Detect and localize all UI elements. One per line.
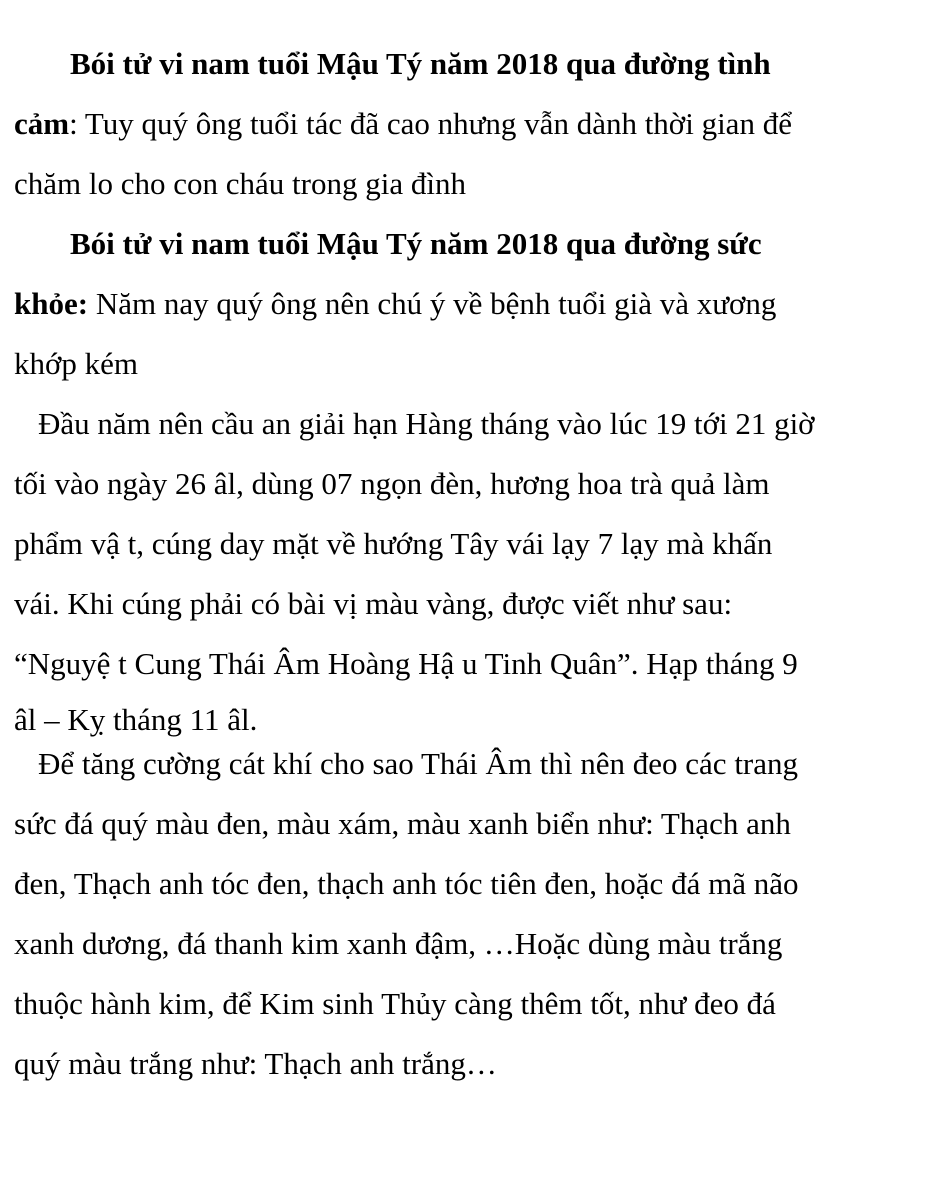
paragraph-gems-line-2 — [14, 804, 791, 844]
paragraph-gems-line-5 — [14, 984, 776, 1024]
paragraph-ritual-text-2: tối vào ngày 26 âl, dùng 07 ngọn đèn, hương hoa trà quả làm — [14, 466, 770, 501]
paragraph-ritual-line-5 — [14, 644, 798, 684]
paragraph-gems-line-1 — [38, 744, 798, 784]
paragraph-gems-text-5: thuộc hành kim, để Kim sinh Thủy càng thêm tốt, như đeo đá — [14, 986, 776, 1021]
paragraph-ritual-line-3 — [14, 524, 772, 564]
paragraph-gems-text-2: sức đá quý màu đen, màu xám, màu xanh biển như: Thạch anh — [14, 806, 791, 841]
heading-health — [70, 224, 762, 264]
paragraph-ritual-line-4 — [14, 584, 732, 624]
paragraph-ritual-text-4: vái. Khi cúng phải có bài vị màu vàng, được viết như sau: — [14, 586, 733, 621]
paragraph-gems-line-4 — [14, 924, 782, 964]
paragraph-ritual-line-2 — [14, 464, 770, 504]
paragraph-ritual-text-6: âl – Kỵ tháng 11 âl. — [14, 702, 258, 737]
paragraph-love-line-2 — [14, 164, 466, 204]
paragraph-ritual-text-1: Đầu năm nên cầu an giải hạn Hàng tháng vào lúc 19 tới 21 giờ — [38, 406, 815, 441]
paragraph-health-text-1: Năm nay quý ông nên chú ý về bệnh tuổi già và xương — [88, 286, 777, 321]
heading-love — [70, 44, 771, 84]
heading-health-bold: Bói tử vi nam tuổi Mậu Tý năm 2018 qua đường sức — [70, 226, 762, 261]
paragraph-gems-line-6 — [14, 1044, 497, 1084]
label-health: khỏe: — [14, 286, 89, 321]
paragraph-ritual-text-3: phẩm vậ t, cúng day mặt về hướng Tây vái lạy 7 lạy mà khấn — [14, 526, 773, 561]
paragraph-gems-text-6: quý màu trắng như: Thạch anh trắng… — [14, 1046, 497, 1081]
paragraph-gems-line-3 — [14, 864, 798, 904]
paragraph-health-line-2 — [14, 344, 138, 384]
paragraph-love-text-1: : Tuy quý ông tuổi tác đã cao nhưng vẫn dành thời gian để — [69, 106, 792, 141]
paragraph-love-line-1 — [14, 104, 792, 144]
paragraph-love-text-2: chăm lo cho con cháu trong gia đình — [14, 166, 466, 201]
paragraph-ritual-line-1 — [38, 404, 815, 444]
paragraph-health-line-1 — [14, 284, 776, 324]
paragraph-gems-text-3: đen, Thạch anh tóc đen, thạch anh tóc tiên đen, hoặc đá mã não — [14, 866, 799, 901]
paragraph-gems-text-4: xanh dương, đá thanh kim xanh đậm, …Hoặc dùng màu trắng — [14, 926, 783, 961]
paragraph-ritual-text-5: “Nguyệ t Cung Thái Âm Hoàng Hậ u Tinh Quân”. Hạp tháng 9 — [14, 646, 798, 681]
heading-love-bold: Bói tử vi nam tuổi Mậu Tý năm 2018 qua đường tình — [70, 46, 771, 81]
paragraph-health-text-2: khớp kém — [14, 346, 139, 381]
paragraph-gems-text-1: Để tăng cường cát khí cho sao Thái Âm thì nên đeo các trang — [38, 746, 799, 781]
paragraph-ritual-line-6 — [14, 700, 257, 740]
label-love: cảm — [14, 106, 70, 141]
